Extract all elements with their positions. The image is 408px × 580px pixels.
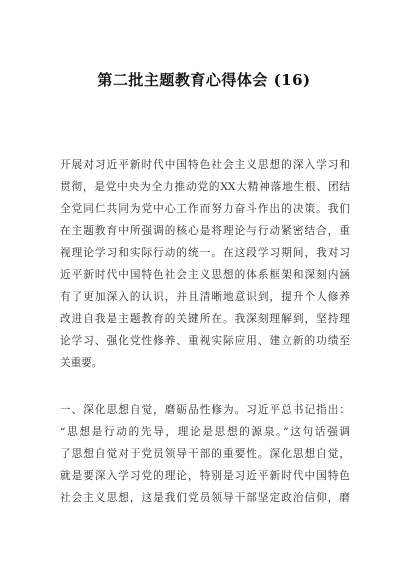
text-line: 了思想自觉对于党员领导干部的重要性。深化思想自觉， <box>60 448 350 460</box>
text-line: 就是要深入学习党的理论，特别是习近平新时代中国特色 <box>60 470 350 482</box>
text-line: 在主题教育中所强调的核心是将理论与行动紧密结合，重 <box>60 225 350 237</box>
paragraph-intro <box>60 154 350 374</box>
text-line: 全党同仁共同为党中心工作而努力奋斗作出的决策。我们 <box>60 203 350 215</box>
text-line: 开展对习近平新时代中国特色社会主义思想的深入学习和 <box>60 159 350 171</box>
text-line: 论学习、强化党性修养、重视实际应用、建立新的功绩至 <box>60 335 350 347</box>
text-line: 贯彻，是党中央为全力推动党的XX大精神落地生根、团结 <box>60 181 350 193</box>
text-line: 社会主义思想，这是我们党员领导干部坚定政治信仰，磨 <box>60 492 350 504</box>
text-line: 关重要。 <box>60 357 103 369</box>
paragraph-section-one <box>60 399 350 509</box>
document-title: 第二批主题教育心得体会 (16) <box>97 71 311 89</box>
text-line: 视理论学习和实际行动的统一。在这段学习期间，我对习 <box>60 247 350 259</box>
text-line: 近平新时代中国特色社会主义思想的体系框架和深刻内涵 <box>60 269 350 281</box>
text-line: 一、深化思想自觉，磨砺品性修为。习近平总书记指出： <box>60 404 350 416</box>
text-line: 有了更加深入的认识，并且清晰地意识到，提升个人修养 <box>60 291 350 303</box>
text-line: “思想是行动的先导，理论是思想的源泉。”这句话强调 <box>60 426 350 438</box>
text-line: 改进自我是主题教育的关键所在。我深刻理解到，坚持理 <box>60 313 350 325</box>
